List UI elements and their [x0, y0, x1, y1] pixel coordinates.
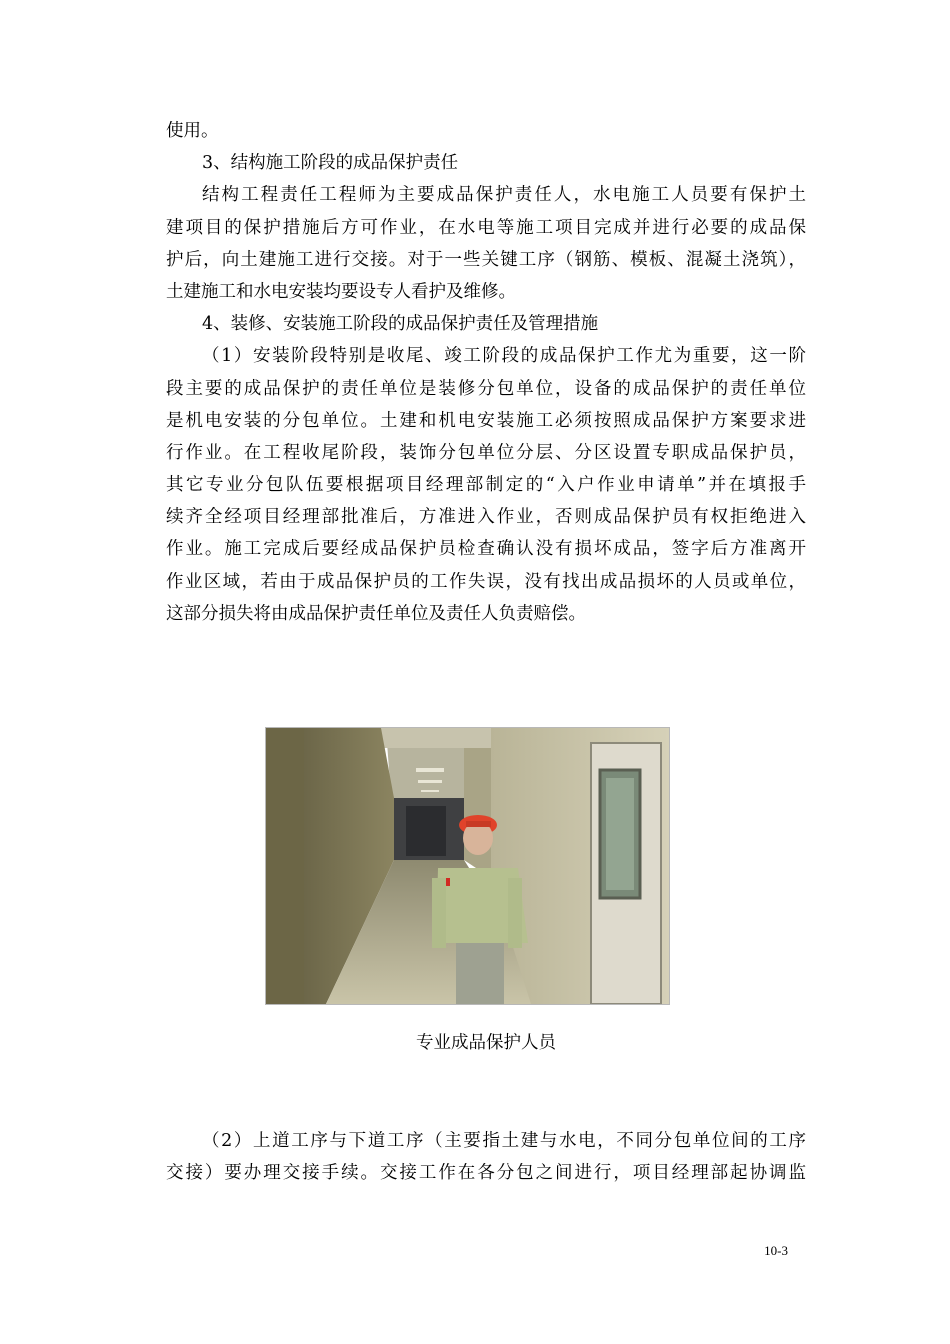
- text-line: （2）上道工序与下道工序（主要指土建与水电，不同分包单位间的工序: [202, 1131, 806, 1151]
- figure-caption: 专业成品保护人员: [416, 1033, 556, 1053]
- body-text-block-2: [166, 1125, 806, 1189]
- text-line: 段主要的成品保护的责任单位是装修分包单位，设备的成品保护的责任单位: [166, 378, 806, 399]
- text-line: 护后，向土建施工进行交接。对于一些关键工序（钢筋、模板、混凝土浇筑），: [166, 249, 806, 270]
- body-text-block-1: [166, 115, 806, 630]
- text-line: 行作业。在工程收尾阶段，装饰分包单位分层、分区设置专职成品保护员，: [166, 442, 806, 463]
- section-heading-4: 4、装修、安装施工阶段的成品保护责任及管理措施: [202, 314, 599, 335]
- text-line: 建项目的保护措施后方可作业，在水电等施工项目完成并进行必要的成品保: [166, 217, 806, 238]
- text-line: （1）安装阶段特别是收尾、竣工阶段的成品保护工作尤为重要，这一阶: [202, 346, 806, 367]
- text-line: 结构工程责任工程师为主要成品保护责任人，水电施工人员要有保护土: [202, 185, 806, 206]
- text-line: 续齐全经项目经理部批准后，方准进入作业，否则成品保护员有权拒绝进入: [166, 507, 806, 528]
- text-line: 这部分损失将由成品保护责任单位及责任人负责赔偿。: [166, 603, 586, 624]
- page-number: 10-3: [764, 1243, 788, 1258]
- text-line: 作业。施工完成后要经成品保护员检查确认没有损坏成品，签字后方准离开: [166, 539, 806, 560]
- text-line: 是机电安装的分包单位。土建和机电安装施工必须按照成品保护方案要求进: [166, 410, 806, 431]
- text-line: 其它专业分包队伍要根据项目经理部制定的“入户作业申请单”并在填报手: [166, 475, 806, 496]
- text-line: 使用。: [166, 121, 219, 141]
- text-line: 交接）要办理交接手续。交接工作在各分包之间进行，项目经理部起协调监: [166, 1163, 806, 1184]
- text-line: 土建施工和水电安装均要设专人看护及维修。: [166, 281, 516, 302]
- text-line: 作业区域，若由于成品保护员的工作失误，没有找出成品损坏的人员或单位，: [166, 571, 806, 592]
- corridor-photo: [265, 727, 670, 1005]
- section-heading-3: 3、结构施工阶段的成品保护责任: [202, 153, 459, 174]
